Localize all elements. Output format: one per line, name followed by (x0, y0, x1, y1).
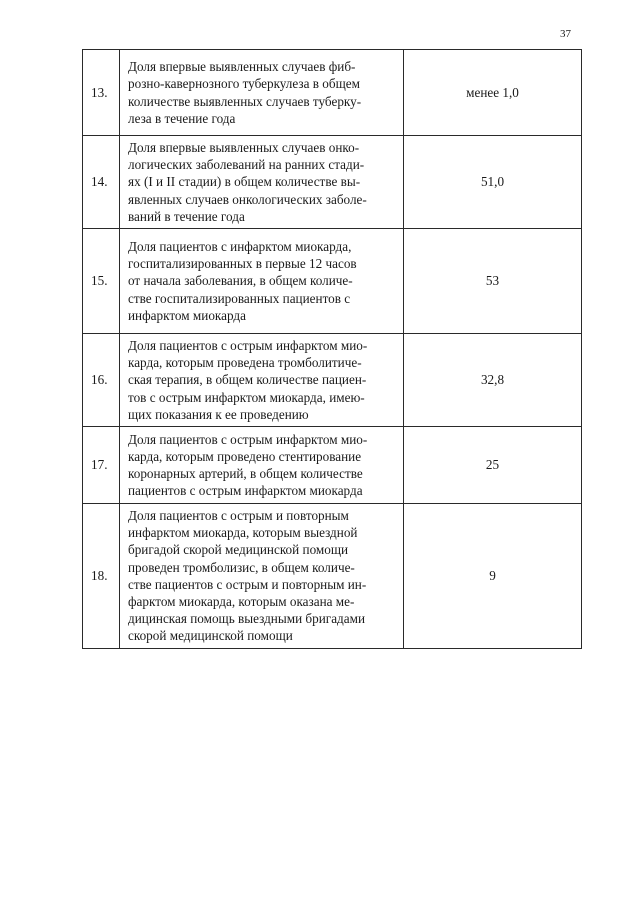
description-line: розно-кавернозного туберкулеза в общем (128, 76, 360, 92)
table-row (83, 50, 582, 136)
indicator-value: 32,8 (404, 334, 582, 427)
description-line: бригадой скорой медицинской помощи (128, 542, 349, 558)
indicator-description (120, 136, 404, 229)
description-line: ская терапия, в общем количестве пациен- (128, 372, 367, 388)
indicator-value: 51,0 (404, 136, 582, 229)
description-line: скорой медицинской помощи (128, 628, 293, 644)
table-row (83, 427, 582, 504)
description-line: проведен тромболизис, в общем количе- (128, 559, 355, 575)
indicator-description (120, 50, 404, 136)
indicator-description (120, 504, 404, 649)
description-line: леза в течение года (128, 110, 236, 126)
description-line: логических заболеваний на ранних стади- (128, 157, 365, 173)
description-line: от начала заболевания, в общем количе- (128, 273, 353, 289)
description-line: Доля пациентов с острым инфарктом мио- (128, 431, 368, 447)
description-line: дицинская помощь выездными бригадами (128, 611, 366, 627)
description-line: карда, которым проведено стентирование (128, 448, 362, 464)
description-line: стве пациентов с острым и повторным ин- (128, 576, 367, 592)
description-line: карда, которым проведена тромболитиче- (128, 355, 362, 371)
description-line: Доля впервые выявленных случаев онко- (128, 140, 360, 155)
description-line: коронарных артерий, в общем количестве (128, 466, 363, 482)
description-line: ваний в течение года (128, 208, 245, 224)
description-line: Доля пациентов с острым и повторным (128, 508, 349, 524)
description-line: явленных случаев онкологических заболе- (128, 191, 367, 207)
row-number: 18. (83, 504, 120, 649)
indicator-value: менее 1,0 (404, 50, 582, 136)
description-line: Доля пациентов с инфарктом миокарда, (128, 239, 352, 254)
description-line: инфарктом миокарда (128, 307, 246, 323)
indicator-description (120, 229, 404, 334)
indicator-description (120, 334, 404, 427)
row-number: 13. (83, 50, 120, 136)
row-number: 15. (83, 229, 120, 334)
page-number: 37 (560, 28, 571, 40)
indicator-description (120, 427, 404, 504)
indicators-table (82, 49, 582, 649)
description-line: госпитализированных в первые 12 часов (128, 256, 357, 272)
table-row (83, 504, 582, 649)
table-row (83, 136, 582, 229)
description-line: стве госпитализированных пациентов с (128, 290, 351, 306)
row-number: 16. (83, 334, 120, 427)
description-line: фарктом миокарда, которым оказана ме- (128, 594, 355, 610)
indicator-value: 53 (404, 229, 582, 334)
description-line: инфарктом миокарда, которым выездной (128, 525, 358, 541)
description-line: пациентов с острым инфарктом миокарда (128, 483, 363, 499)
row-number: 17. (83, 427, 120, 504)
table-row (83, 229, 582, 334)
indicator-value: 9 (404, 504, 582, 649)
description-line: щих показания к ее проведению (128, 406, 309, 422)
indicators-table-body (83, 50, 582, 649)
description-line: Доля впервые выявленных случаев фиб- (128, 59, 356, 75)
description-line: количестве выявленных случаев туберку- (128, 93, 362, 109)
description-line: тов с острым инфарктом миокарда, имею- (128, 389, 365, 405)
table-row (83, 334, 582, 427)
indicator-value: 25 (404, 427, 582, 504)
description-line: Доля пациентов с острым инфарктом мио- (128, 338, 368, 354)
row-number: 14. (83, 136, 120, 229)
description-line: ях (I и II стадии) в общем количестве вы- (128, 174, 361, 190)
